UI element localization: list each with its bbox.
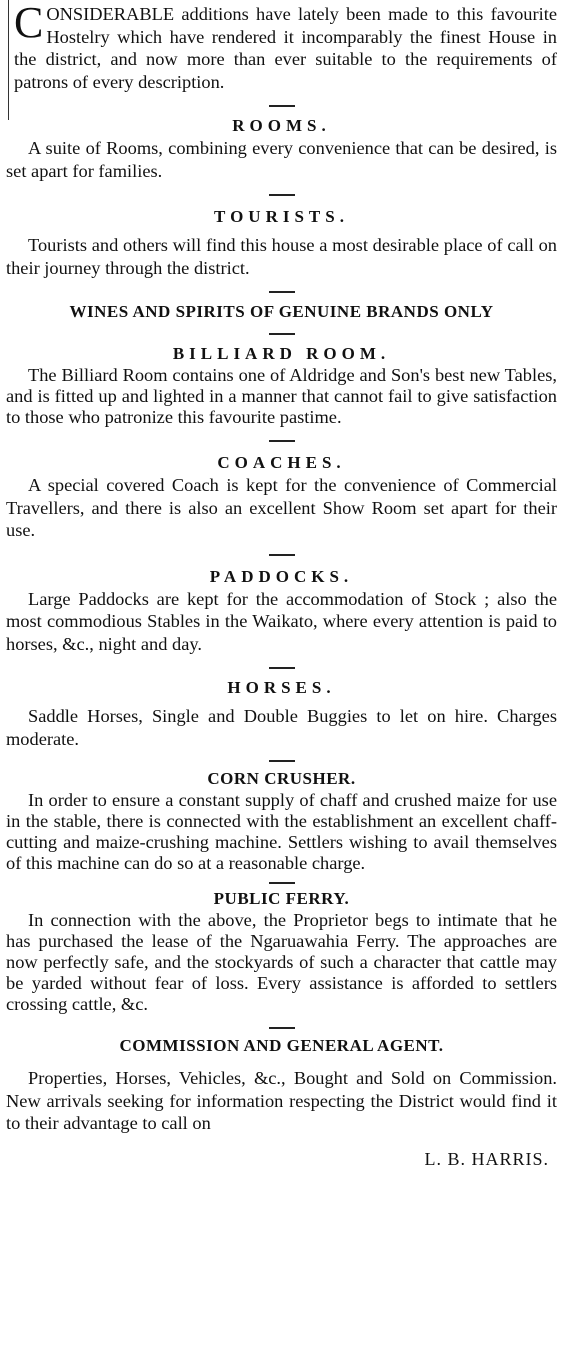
paragraph-coaches: A special covered Coach is kept for the convenience of Commercial Travellers, and there is also an excellent Show Room set apart for their use. xyxy=(6,475,557,540)
drop-cap: C xyxy=(14,0,44,47)
heading-wines: WINES AND SPIRITS OF GENUINE BRANDS ONLY xyxy=(69,302,494,321)
section-divider xyxy=(269,554,295,556)
heading-rooms: ROOMS. xyxy=(232,116,331,135)
section-divider xyxy=(269,882,295,884)
paragraph-commission-agent: Properties, Horses, Vehicles, &c., Bought and Sold on Commission. New arrivals seeking for information respecting the District would find it to their advantage to call on xyxy=(6,1068,557,1133)
paragraph-tourists: Tourists and others will find this house a most desirable place of call on their journey through the district. xyxy=(6,235,557,278)
section-divider xyxy=(269,440,295,442)
section-divider xyxy=(269,291,295,293)
intro-text: ONSIDERABLE additions have lately been made to this favourite Hostelry which have rendered it incomparably the finest House in the district, and now more than ever suitable to the requirements of patrons of every description. xyxy=(14,4,557,92)
paragraph-corn-crusher: In order to ensure a constant supply of chaff and crushed maize for use in the stable, there is connected with the establishment an excellent chaff-cutting and maize-crushing machine. Settlers wishing to avail themselves of this machine can do so at a reasonable charge. xyxy=(6,790,557,873)
section-divider xyxy=(269,105,295,107)
paragraph-public-ferry: In connection with the above, the Proprietor begs to intimate that he has purchased the lease of the Ngaruawahia Ferry. The approaches are now perfectly safe, and the stockyards of such a character that cattle may be yarded without fear of loss. Every assistance is afforded to settlers crossing cattle, &c. xyxy=(6,910,557,1014)
heading-tourists: TOURISTS. xyxy=(214,207,349,226)
paragraph-paddocks: Large Paddocks are kept for the accommodation of Stock ; also the most commodious Stables in the Waikato, where every attention is paid to horses, &c., night and day. xyxy=(6,588,557,654)
paragraph-rooms: A suite of Rooms, combining every convenience that can be desired, is set apart for families. xyxy=(6,138,557,181)
section-divider xyxy=(269,1027,295,1029)
advertisement-page xyxy=(6,0,557,1370)
section-divider xyxy=(269,760,295,762)
intro-paragraph xyxy=(14,0,557,93)
paragraph-billiard-room: The Billiard Room contains one of Aldridge and Son's best new Tables, and is fitted up and lighted in a manner that cannot fail to give satisfaction to those who patronize this favourite pastime. xyxy=(6,365,557,427)
heading-corn-crusher: CORN CRUSHER. xyxy=(207,769,356,788)
heading-paddocks: PADDOCKS. xyxy=(209,566,354,586)
proprietor-signature: L. B. HARRIS. xyxy=(424,1148,549,1169)
section-divider xyxy=(269,333,295,335)
heading-horses: HORSES. xyxy=(227,678,336,697)
column-rule xyxy=(8,0,9,120)
section-divider xyxy=(269,194,295,196)
section-divider xyxy=(269,667,295,669)
heading-public-ferry: PUBLIC FERRY. xyxy=(213,889,350,908)
paragraph-horses: Saddle Horses, Single and Double Buggies to let on hire. Charges moderate. xyxy=(6,706,557,749)
heading-billiard-room: BILLIARD ROOM. xyxy=(172,344,391,363)
heading-coaches: COACHES. xyxy=(217,453,346,472)
heading-commission-agent: COMMISSION AND GENERAL AGENT. xyxy=(119,1036,444,1055)
